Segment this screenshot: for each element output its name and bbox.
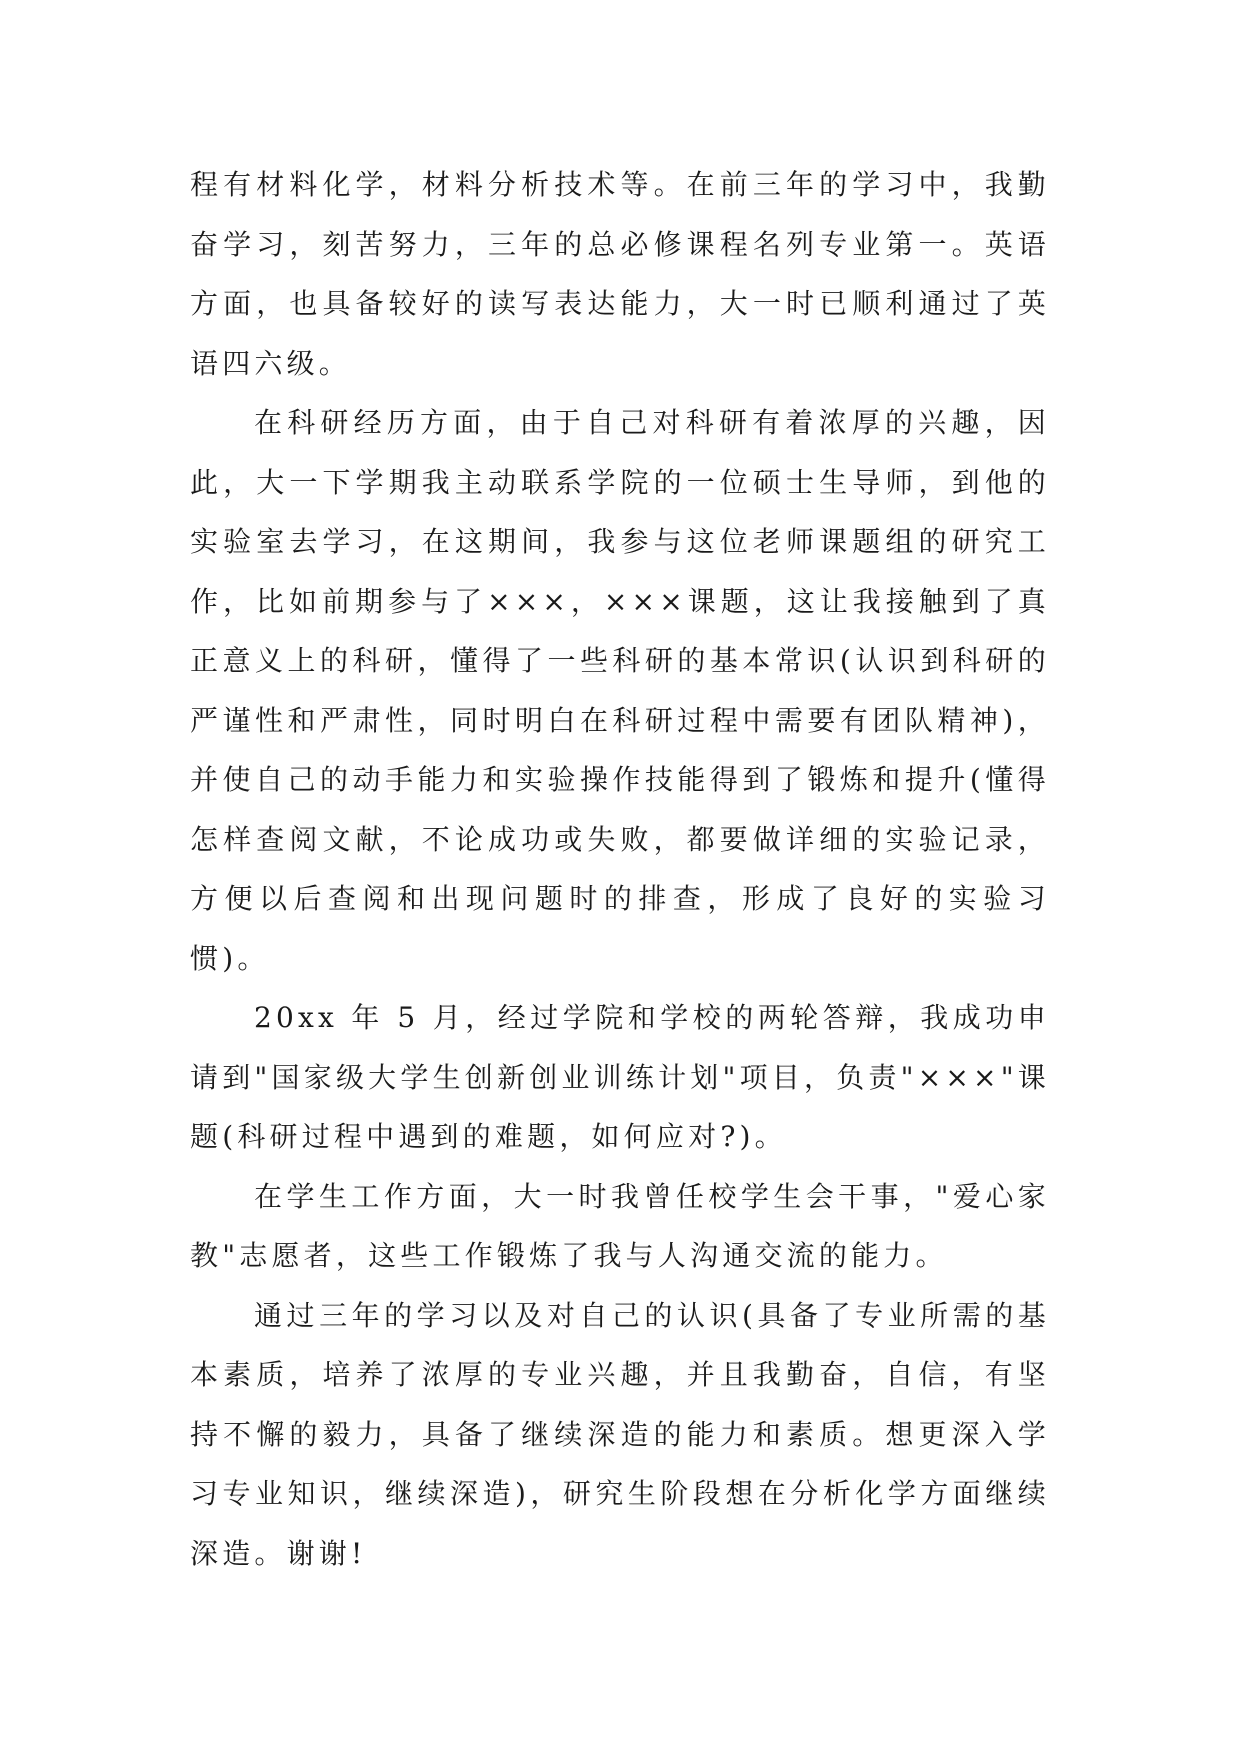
paragraph-conclusion: 通过三年的学习以及对自己的认识(具备了专业所需的基本素质，培养了浓厚的专业兴趣，并且我勤奋，自信，有坚持不懈的毅力，具备了继续深造的能力和素质。想更深入学习专业知识，继续深造)，研究生阶段想在分析化学方面继续深造。谢谢! xyxy=(190,1298,1050,1570)
paragraph-academic-record: 程有材料化学，材料分析技术等。在前三年的学习中，我勤奋学习，刻苦努力，三年的总必修课程名列专业第一。英语方面，也具备较好的读写表达能力，大一时已顺利通过了英语四六级。 xyxy=(190,168,1050,380)
paragraph-research-experience: 在科研经历方面，由于自己对科研有着浓厚的兴趣，因此，大一下学期我主动联系学院的一位硕士生导师，到他的实验室去学习，在这期间，我参与这位老师课题组的研究工作，比如前期参与了×××，×××课题，这让我接触到了真正意义上的科研，懂得了一些科研的基本常识(认识到科研的严谨性和严肃性，同时明白在科研过程中需要有团队精神)，并使自己的动手能力和实验操作技能得到了锻炼和提升(懂得怎样查阅文献，不论成功或失败，都要做详细的实验记录，方便以后查阅和出现问题时的排查，形成了良好的实验习惯)。 xyxy=(190,406,1050,975)
document-body xyxy=(190,155,1050,1583)
paragraph-student-work: 在学生工作方面，大一时我曾任校学生会干事，"爱心家教"志愿者，这些工作锻炼了我与人沟通交流的能力。 xyxy=(190,1179,1050,1272)
paragraph-innovation-project: 20xx 年 5 月，经过学院和学校的两轮答辩，我成功申请到"国家级大学生创新创业训练计划"项目，负责"×××"课题(科研过程中遇到的难题，如何应对?)。 xyxy=(190,1001,1050,1153)
